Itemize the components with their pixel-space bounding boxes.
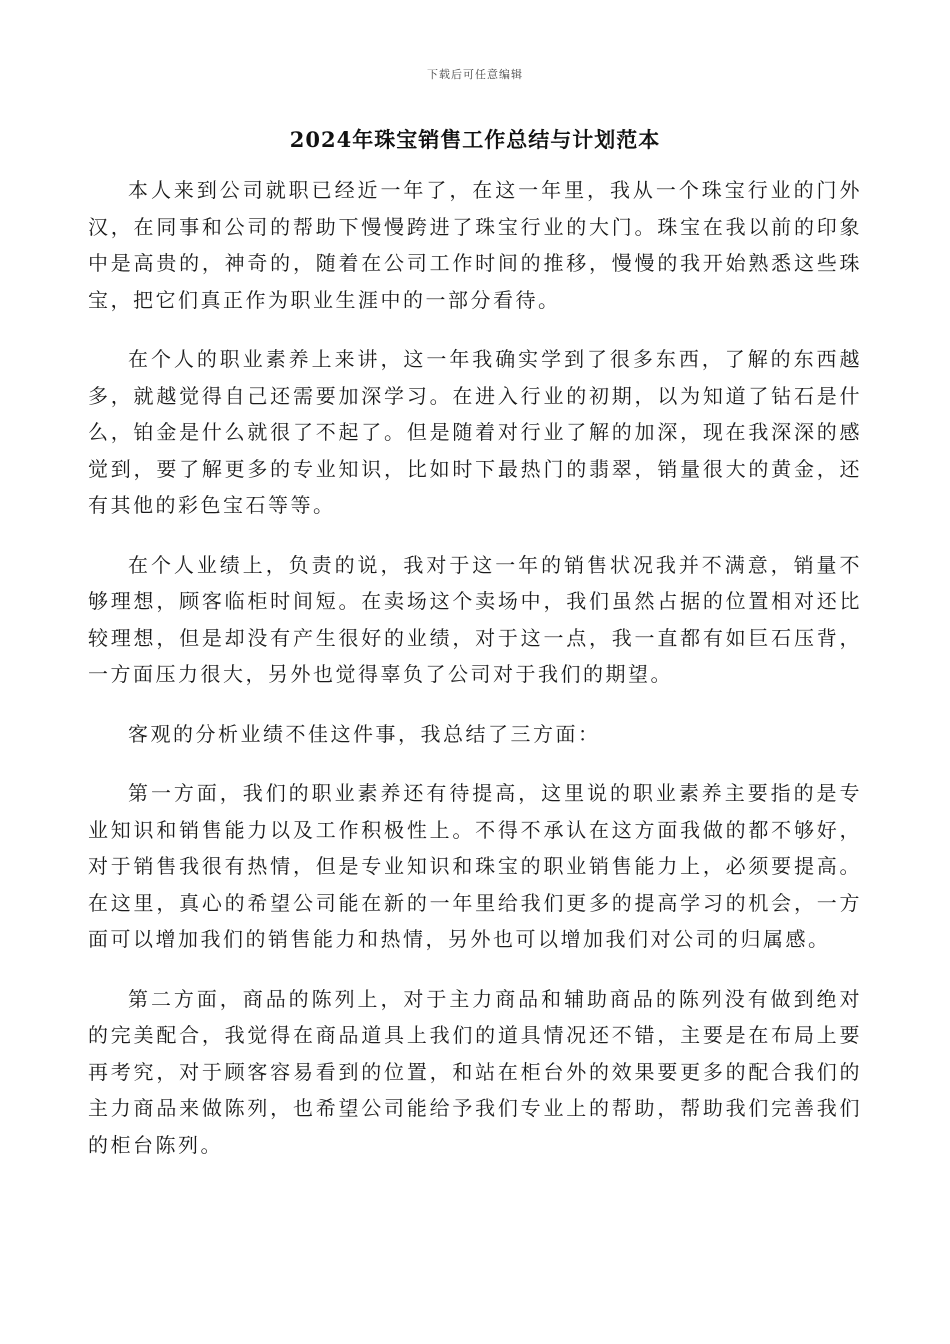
paragraph-sales-performance: 在个人业绩上，负责的说，我对于这一年的销售状况我并不满意，销量不够理想，顾客临柜时间短。在卖场这个卖场中，我们虽然占据的位置相对还比较理想，但是却没有产生很好的业绩，对于这一点，我一直都有如巨石压背，一方面压力很大，另外也觉得辜负了公司对于我们的期望。	[88, 552, 862, 686]
paragraph-aspect-one: 第一方面，我们的职业素养还有待提高，这里说的职业素养主要指的是专业知识和销售能力以及工作积极性上。不得不承认在这方面我做的都不够好，对于销售我很有热情，但是专业知识和珠宝的职业销售能力上，必须要提高。在这里，真心的希望公司能在新的一年里给我们更多的提高学习的机会，一方面可以增加我们的销售能力和热情，另外也可以增加我们对公司的归属感。	[88, 781, 862, 951]
document-body	[88, 172, 862, 1186]
paragraph-analysis-lead: 客观的分析业绩不佳这件事，我总结了三方面：	[128, 721, 601, 746]
document-title: 2024年珠宝销售工作总结与计划范本	[289, 127, 661, 152]
paragraph-intro: 本人来到公司就职已经近一年了，在这一年里，我从一个珠宝行业的门外汉，在同事和公司的帮助下慢慢跨进了珠宝行业的大门。珠宝在我以前的印象中是高贵的，神奇的，随着在公司工作时间的推移，慢慢的我开始熟悉这些珠宝，把它们真正作为职业生涯中的一部分看待。	[88, 178, 862, 312]
paragraph-professional-growth: 在个人的职业素养上来讲，这一年我确实学到了很多东西，了解的东西越多，就越觉得自己还需要加深学习。在进入行业的初期，以为知道了钻石是什么，铂金是什么就很了不起了。但是随着对行业了解的加深，现在我深深的感觉到，要了解更多的专业知识，比如时下最热门的翡翠，销量很大的黄金，还有其他的彩色宝石等等。	[88, 347, 862, 517]
header-note: 下载后可任意编辑	[427, 68, 523, 81]
paragraph-aspect-two: 第二方面，商品的陈列上，对于主力商品和辅助商品的陈列没有做到绝对的完美配合，我觉得在商品道具上我们的道具情况还不错，主要是在布局上要再考究，对于顾客容易看到的位置，和站在柜台外的效果要更多的配合我们的主力商品来做陈列，也希望公司能给予我们专业上的帮助，帮助我们完善我们的柜台陈列。	[88, 986, 862, 1157]
